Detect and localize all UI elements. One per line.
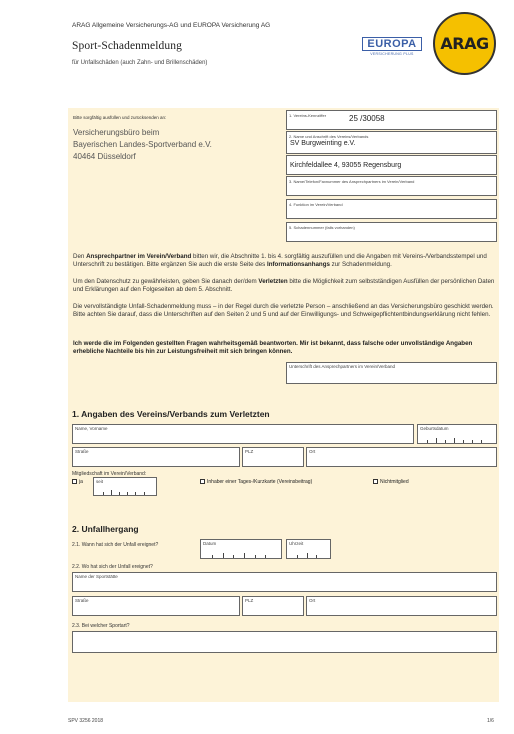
- venue-plz-label: PLZ: [245, 598, 254, 603]
- instructions-paragraph-3: Die vervollständigte Unfall-Schadenmeldung muss – in der Regel durch die verletzte Person – anschließend an das Versicherungsbüro geschickt werden. Bitte achten Sie darauf, dass die Unterschriften auf den Seiten 2 und 5 und auf der Einwilligungs- und Schweigepflichtentbindungserklärung nicht fehlen.: [73, 303, 494, 318]
- club-name-label: 2. Name und Anschrift des Vereins/Verbands: [289, 134, 369, 139]
- day-pass-label: Inhaber einer Tages-/Kurzkarte (Vereinsbeitrag): [207, 479, 313, 485]
- day-pass-checkbox[interactable]: [200, 479, 205, 484]
- membership-label: Mitgliedschaft im Verein/Verband:: [72, 471, 147, 477]
- non-member-checkbox[interactable]: [373, 479, 378, 484]
- birthdate-label: Geburtsdatum: [420, 426, 449, 431]
- injured-plz-label: PLZ: [245, 449, 254, 454]
- claim-number-label: 5. Schadennummer (falls vorhanden): [289, 225, 355, 230]
- europa-logo-sub: VERSICHERUNG PLUS: [370, 52, 414, 56]
- address-line-1: Versicherungsbüro beim: [73, 128, 160, 137]
- venue-name-label: Name der Sportstätte: [75, 574, 118, 579]
- venue-street-field[interactable]: [72, 596, 240, 616]
- page-number: 1/6: [487, 718, 494, 724]
- injured-street-field[interactable]: [72, 447, 240, 467]
- birthdate-ticks: [420, 437, 494, 443]
- venue-city-label: Ort: [309, 598, 316, 603]
- membership-yes-label: ja: [79, 479, 83, 485]
- contact-field[interactable]: [286, 176, 497, 196]
- function-label: 4. Funktion im Verein/Verband: [289, 202, 343, 207]
- injured-emphasis: Verletzten: [258, 278, 288, 285]
- injured-city-label: Ort: [309, 449, 316, 454]
- instructions-paragraph-2: Um den Datenschutz zu gewährleisten, geben Sie danach der/dem Verletzten bitte die Möglichkeit zum selbstständigen Ausfüllen der persönlichen Daten und Erklärungen auf den Folgeseiten ab dem 5. Abschnitt.: [73, 278, 495, 293]
- accident-time-field[interactable]: [286, 539, 331, 559]
- injured-name-field[interactable]: [72, 424, 414, 444]
- club-name-field[interactable]: [286, 131, 497, 154]
- contact-label: 3. Name/Telefon/Faxnummer des Ansprechpartners im Verein/Verband: [289, 179, 415, 184]
- truthfulness-warning: Ich werde die im Folgenden gestellten Fragen wahrheitsgemäß beantworten. Mir ist bekannt, dass falsche oder unvollständige Angaben erhebliche Nachteile bis hin zur Leistungsfreiheit mit sich bringen können.: [73, 340, 473, 355]
- membership-since-label: seit: [96, 479, 104, 484]
- address-line-2: Bayerischen Landes-Sportverband e.V.: [73, 140, 212, 149]
- info-appendix-emphasis: Informationsanhangs: [267, 261, 330, 268]
- accident-time-label: Uhrzeit: [289, 541, 304, 546]
- signature-label: Unterschrift des Ansprechpartners im Verein/Verband: [289, 364, 396, 369]
- address-block: [73, 127, 212, 163]
- venue-street-label: Straße: [75, 598, 89, 603]
- company-line: ARAG Allgemeine Versicherungs-AG und EUROPA Versicherung AG: [72, 22, 271, 29]
- europa-logo: [362, 37, 422, 59]
- birthdate-field[interactable]: [417, 424, 497, 444]
- club-name-value: SV Burgweinting e.V.: [290, 140, 356, 147]
- arag-logo-text: ARAG: [440, 34, 489, 53]
- club-address-field[interactable]: [286, 155, 497, 175]
- section-2-title: 2. Unfallhergang: [72, 524, 139, 534]
- europa-logo-text: EUROPA: [362, 37, 422, 51]
- address-line-3: 40464 Düsseldorf: [73, 152, 136, 161]
- club-address-value: Kirchfeldallee 4, 93055 Regensburg: [290, 162, 402, 169]
- venue-city-field[interactable]: [306, 596, 497, 616]
- contact-person-emphasis: Ansprechpartner im Verein/Verband: [86, 253, 192, 260]
- form-title: Sport-Schadenmeldung: [72, 40, 182, 52]
- q22-label: 2.2. Wo hat sich der Unfall ereignet?: [72, 564, 153, 570]
- function-field[interactable]: [286, 199, 497, 219]
- injured-street-label: Straße: [75, 449, 89, 454]
- club-id-field[interactable]: [286, 110, 497, 130]
- q23-label: 2.3. Bei welcher Sportart?: [72, 623, 130, 629]
- form-subtitle: für Unfallschäden (auch Zahn- und Brillenschäden): [72, 60, 208, 66]
- club-id-value: 25 /30058: [349, 114, 385, 123]
- arag-logo: [433, 12, 496, 75]
- accident-date-label: Datum: [203, 541, 217, 546]
- claim-number-field[interactable]: [286, 222, 497, 242]
- since-ticks: [96, 489, 154, 495]
- injured-name-label: Name, Vorname: [75, 426, 108, 431]
- section-1-title: 1. Angaben des Vereins/Verbands zum Verletzten: [72, 409, 270, 419]
- time-ticks: [289, 552, 328, 558]
- address-note: Bitte sorgfältig ausfüllen und zurücksenden an:: [73, 115, 167, 120]
- club-id-label: 1. Vereins-Kennziffer: [289, 113, 327, 118]
- membership-yes-checkbox[interactable]: [72, 479, 77, 484]
- form-code: SPV 3256 2018: [68, 718, 104, 724]
- sport-field[interactable]: [72, 631, 497, 653]
- q21-label: 2.1. Wann hat sich der Unfall ereignet?: [72, 542, 159, 548]
- accident-date-field[interactable]: [200, 539, 282, 559]
- date-ticks: [203, 552, 279, 558]
- venue-name-field[interactable]: [72, 572, 497, 592]
- signature-field[interactable]: [286, 362, 497, 384]
- injured-plz-field[interactable]: [242, 447, 304, 467]
- non-member-label: Nichtmitglied: [380, 479, 409, 485]
- venue-plz-field[interactable]: [242, 596, 304, 616]
- injured-city-field[interactable]: [306, 447, 497, 467]
- membership-since-field[interactable]: [93, 477, 157, 496]
- instructions-paragraph-1: Den Ansprechpartner im Verein/Verband bitten wir, die Abschnitte 1. bis 4. sorgfältig auszufüllen und die Angaben mit Vereins-/Verbandsstempel und Unterschrift zu bestätigen. Bitte ergänzen Sie auch die erste Seite des Informationsanhangs zur Schadenmeldung.: [73, 253, 487, 268]
